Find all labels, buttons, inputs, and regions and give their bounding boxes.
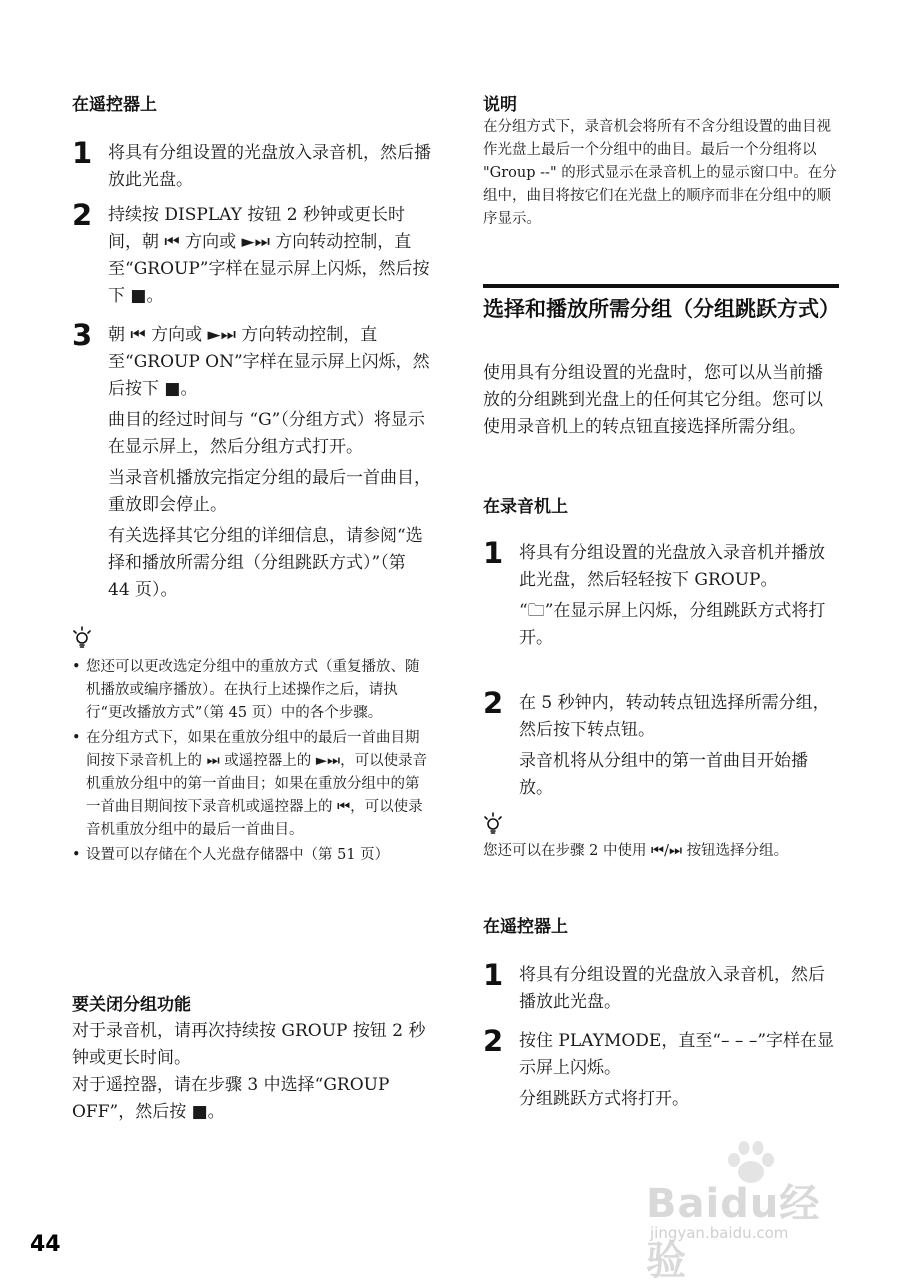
section-intro: 使用具有分组设置的光盘时，您可以从当前播放的分组跳到光盘上的任何其它分组。您可以使用录音机上的转点钮直接选择所需分组。 [483,363,823,437]
step-text: 将具有分组设置的光盘放入录音机并播放此光盘，然后轻轻按下 GROUP。 [519,543,825,590]
recorder-heading: 在录音机上 [483,497,568,517]
turn-off-heading: 要关闭分组功能 [72,995,191,1015]
step-number: 1 [72,136,93,170]
section-divider [483,284,839,288]
step-number: 1 [483,958,504,992]
step-2 [72,198,432,314]
step-text: 朝 ⏮ 方向或 ►⏭ 方向转动控制，直至“GROUP ON”字样在显示屏上闪烁，然后按下 ■。 [108,325,430,399]
step-text: 有关选择其它分组的详细信息，请参阅“选择和播放所需分组（分组跳跃方式）”（第 44 页）。 [108,526,423,600]
step-text: 持续按 DISPLAY 按钮 2 秒钟或更长时间，朝 ⏮ 方向或 ►⏭ 方向转动控制，直至“GROUP”字样在显示屏上闪烁，然后按下 ■。 [108,205,430,306]
step-text: 分组跳跃方式将打开。 [519,1089,689,1109]
remote-step-2 [483,1024,839,1117]
step-3 [72,318,432,608]
step-text: “🗀”在显示屏上闪烁，分组跳跃方式将打开。 [519,601,826,648]
tip-text: 您还可以在步骤 2 中使用 ⏮/⏭ 按钮选择分组。 [483,843,789,859]
step-number: 2 [72,198,93,232]
watermark-logo: Baidu经验 [646,1181,821,1284]
step-number: 1 [483,536,504,570]
tip-item: • 在分组方式下，如果在重放分组中的最后一首曲目期间按下录音机上的 ⏭ 或遥控器上的 ►⏭，可以使录音机重放分组中的第一首曲目；如果在重放分组中的第一首曲目期间按下录音机或遥控器上的 ⏮，可以使录音机重放分组中的最后一首曲目。 [72,727,428,842]
turn-off-recorder: 对于录音机，请再次持续按 GROUP 按钮 2 秒钟或更长时间。 [72,1021,426,1068]
recorder-step-2 [483,686,839,806]
tip-item: • 您还可以更改选定分组中的重放方式（重复播放、随机播放或编序播放）。在执行上述操作之后，请执行“更改播放方式”（第 45 页）中的各个步骤。 [72,656,428,725]
step-text: 录音机将从分组中的第一首曲目开始播放。 [519,751,808,798]
page-number: 44 [30,1232,61,1257]
recorder-step-1 [483,536,839,656]
step-text: 按住 PLAYMODE，直至“– – –”字样在显示屏上闪烁。 [519,1031,835,1078]
remote-step-1 [483,958,839,1020]
turn-off-remote: 对于遥控器，请在步骤 3 中选择“GROUP OFF”，然后按 ■。 [72,1075,390,1122]
step-number: 2 [483,686,504,720]
turn-off-text [72,1018,428,1126]
section-title: 选择和播放所需分组（分组跳跃方式） [483,297,840,321]
step-text: 将具有分组设置的光盘放入录音机，然后播放此光盘。 [108,143,431,190]
watermark-url: jingyan.baidu.com [650,1224,789,1242]
tips-list [72,656,428,869]
remote-heading: 在遥控器上 [72,95,157,115]
note-heading: 说明 [483,95,517,115]
step-text: 当录音机播放完指定分组的最后一首曲目，重放即会停止。 [108,468,431,515]
step-text: 曲目的经过时间与 “G”（分组方式）将显示在显示屏上，然后分组方式打开。 [108,410,425,457]
step-1 [72,136,432,198]
step-number: 2 [483,1024,504,1058]
note-text: 在分组方式下，录音机会将所有不含分组设置的曲目视作光盘上最后一个分组中的曲目。最后一个分组将以 "Group --" 的形式显示在录音机上的显示窗口中。在分组中，曲目将按它们在光盘上的顺序而非在分组中的顺序显示。 [483,119,837,227]
step-text: 将具有分组设置的光盘放入录音机，然后播放此光盘。 [519,965,825,1012]
lightbulb-icon [483,812,503,834]
step-text: 在 5 秒钟内，转动转点钮选择所需分组，然后按下转点钮。 [519,693,830,740]
remote-heading-right: 在遥控器上 [483,917,568,937]
lightbulb-icon [72,626,92,648]
tip-item: • 设置可以存储在个人光盘存储器中（第 51 页） [72,844,428,867]
step-number: 3 [72,318,93,352]
watermark [646,1140,846,1284]
